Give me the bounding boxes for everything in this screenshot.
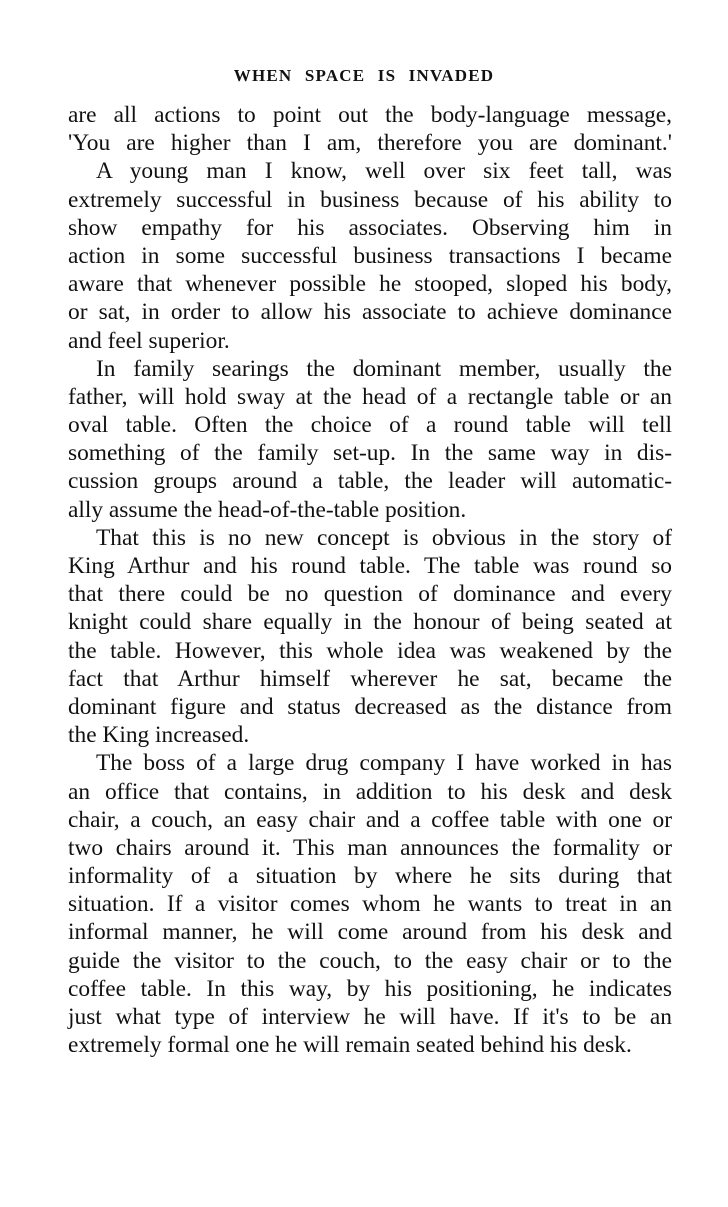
text-line: two chairs around it. This man announces the formality or	[68, 834, 672, 861]
text-line: the table. However, this whole idea was weakened by the	[68, 637, 672, 664]
text-line: A young man I know, well over six feet tall, was	[96, 158, 672, 185]
text-line: knight could share equally in the honour of being seated at	[68, 609, 672, 636]
text-line: guide the visitor to the couch, to the easy chair or to the	[68, 947, 672, 974]
text-line: action in some successful business transactions I became	[68, 242, 672, 269]
text-line: In family searings the dominant member, usually the	[96, 355, 672, 382]
text-line: an office that contains, in addition to his desk and desk	[68, 778, 672, 805]
running-head: WHEN SPACE IS INVADED	[233, 66, 495, 85]
text-line: oval table. Often the choice of a round table will tell	[68, 412, 672, 439]
text-line: the King increased.	[68, 722, 250, 749]
text-line: cussion groups around a table, the leader will automatic-	[68, 468, 672, 495]
text-line: something of the family set-up. In the same way in dis-	[68, 440, 672, 467]
text-line: coffee table. In this way, by his positioning, he indicates	[68, 975, 672, 1002]
text-line: 'You are higher than I am, therefore you are dominant.'	[68, 130, 672, 157]
text-line: and feel superior.	[68, 327, 230, 354]
text-line: that there could be no question of dominance and every	[68, 581, 672, 608]
text-line: situation. If a visitor comes whom he wants to treat in an	[68, 891, 672, 918]
text-line: show empathy for his associates. Observing him in	[68, 214, 672, 241]
text-line: fact that Arthur himself wherever he sat, became the	[68, 665, 672, 692]
text-line: extremely successful in business because of his ability to	[68, 186, 672, 213]
text-line: That this is no new concept is obvious in the story of	[96, 524, 672, 551]
text-line: or sat, in order to allow his associate to achieve dominance	[68, 299, 672, 326]
text-line: dominant figure and status decreased as the distance from	[68, 693, 672, 720]
text-line: are all actions to point out the body-language message,	[68, 102, 672, 128]
text-line: The boss of a large drug company I have worked in has	[96, 750, 672, 777]
text-line: ally assume the head-of-the-table position.	[68, 496, 467, 523]
text-line: father, will hold sway at the head of a rectangle table or an	[68, 383, 672, 410]
text-line: aware that whenever possible he stooped, sloped his body,	[68, 271, 672, 298]
text-line: just what type of interview he will have. If it's to be an	[68, 1004, 672, 1030]
text-line: King Arthur and his round table. The table was round so	[68, 553, 672, 579]
text-line: informality of a situation by where he sits during that	[68, 863, 672, 890]
text-line: informal manner, he will come around from his desk and	[68, 919, 672, 946]
body-text	[68, 101, 672, 1059]
text-line: chair, a couch, an easy chair and a coffee table with one or	[68, 806, 672, 833]
text-line: extremely formal one he will remain seated behind his desk.	[68, 1032, 632, 1059]
